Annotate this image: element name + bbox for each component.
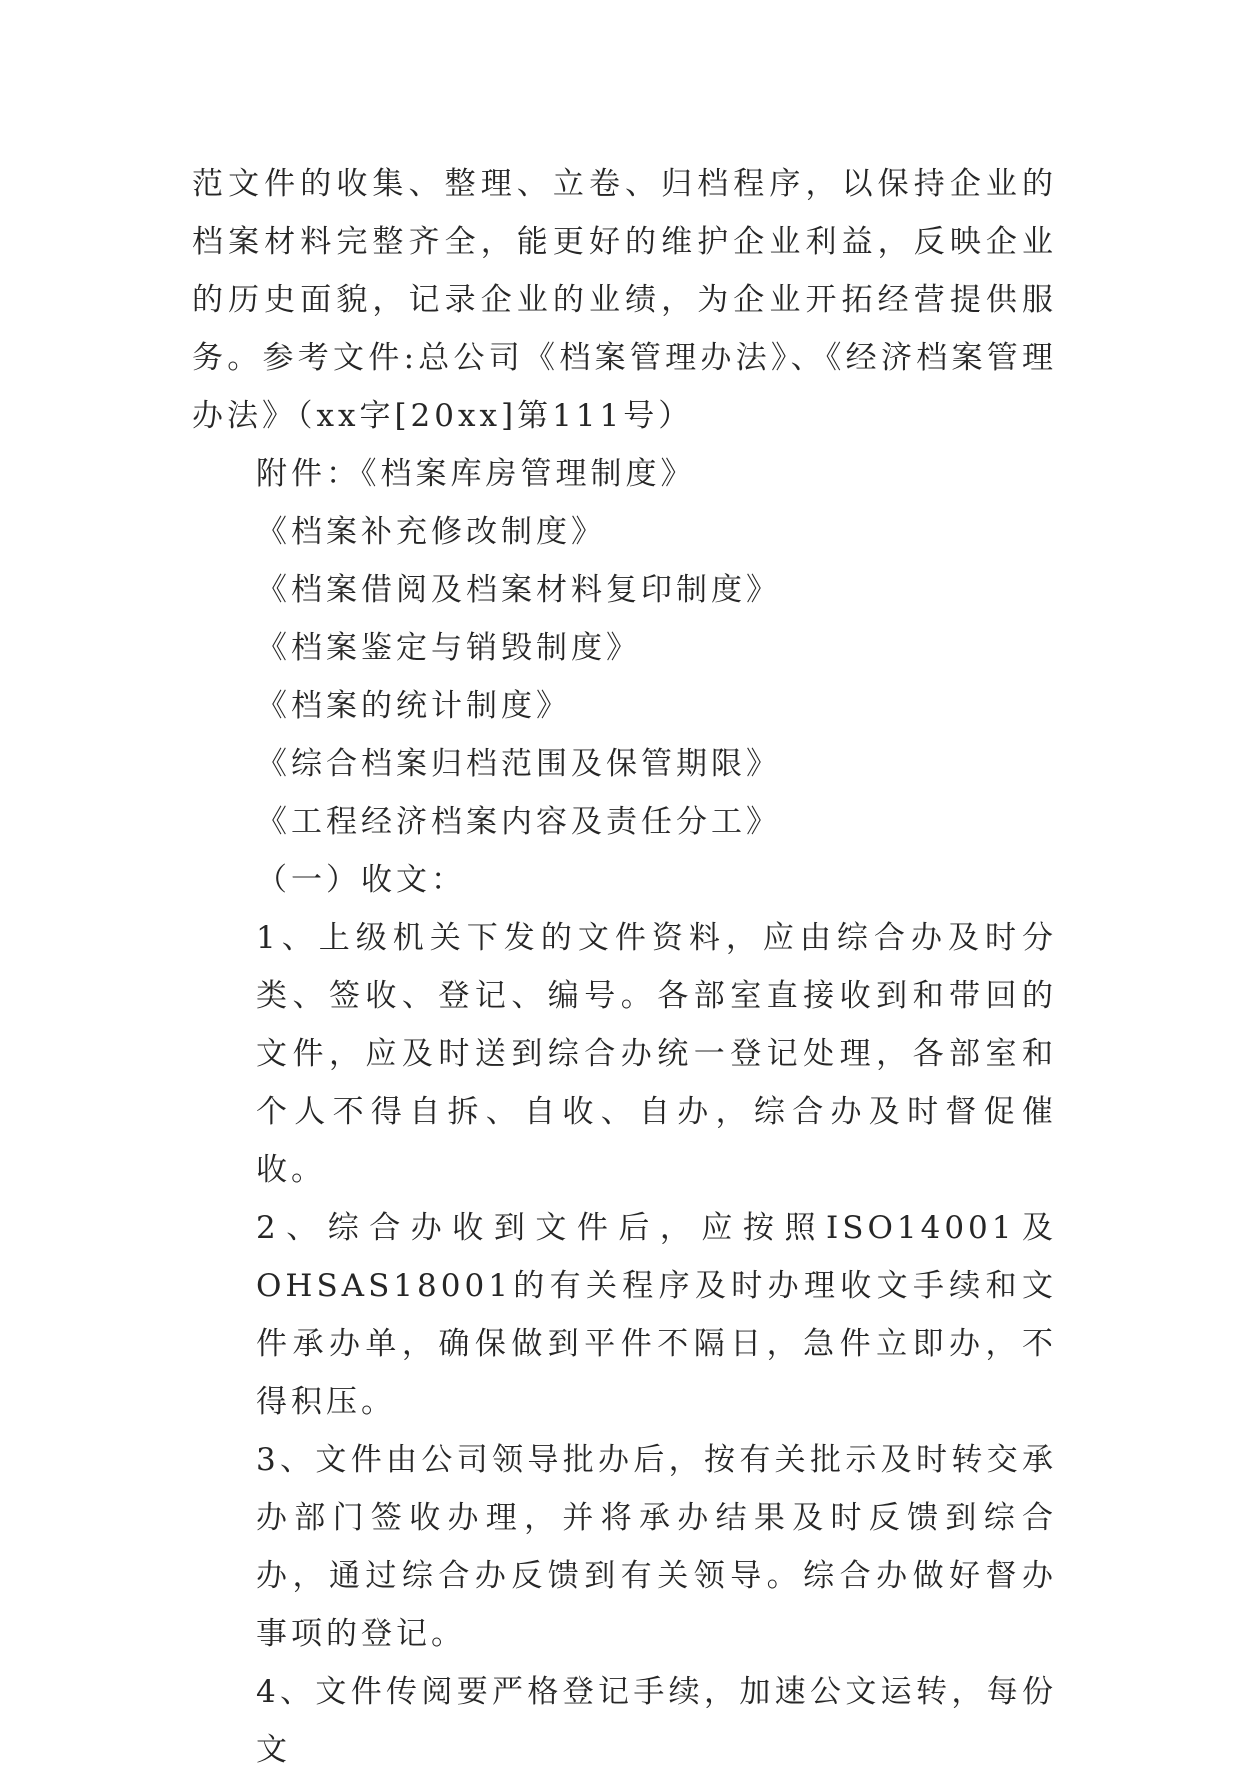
numbered-paragraph: 2、综合办收到文件后，应按照ISO14001及OHSAS18001的有关程序及时办理收文手续和文件承办单，确保做到平件不隔日，急件立即办，不得积压。 [256,1210,1057,1420]
numbered-paragraph: 1、上级机关下发的文件资料，应由综合办及时分类、签收、登记、编号。各部室直接收到和带回的文件，应及时送到综合办统一登记处理，各部室和个人不得自拆、自收、自办，综合办及时督促催收。 [256,920,1057,1188]
attachment-item: 《档案借阅及档案材料复印制度》 [256,572,781,608]
section-heading: （一）收文： [256,862,466,898]
attachment-item: 《工程经济档案内容及责任分工》 [256,804,781,840]
attachment-item: 《档案的统计制度》 [256,688,571,724]
numbered-paragraph: 4、文件传阅要严格登记手续，加速公文运转，每份文 [256,1674,1057,1768]
numbered-paragraph: 3、文件由公司领导批办后，按有关批示及时转交承办部门签收办理，并将承办结果及时反馈到综合办，通过综合办反馈到有关领导。综合办做好督办事项的登记。 [256,1442,1057,1652]
attachment-item: 《档案补充修改制度》 [256,514,606,550]
attachment-item: 《综合档案归档范围及保管期限》 [256,746,781,782]
attachment-item: 《档案鉴定与销毁制度》 [256,630,641,666]
document-body [192,155,1057,1779]
intro-paragraph: 范文件的收集、整理、立卷、归档程序，以保持企业的档案材料完整齐全，能更好的维护企业利益，反映企业的历史面貌，记录企业的业绩，为企业开拓经营提供服务。参考文件:总公司《档案管理办法》、《经济档案管理办法》（xx字[20xx]第111号） [192,166,1057,434]
attachments-label: 附件：《档案库房管理制度》 [256,456,696,492]
